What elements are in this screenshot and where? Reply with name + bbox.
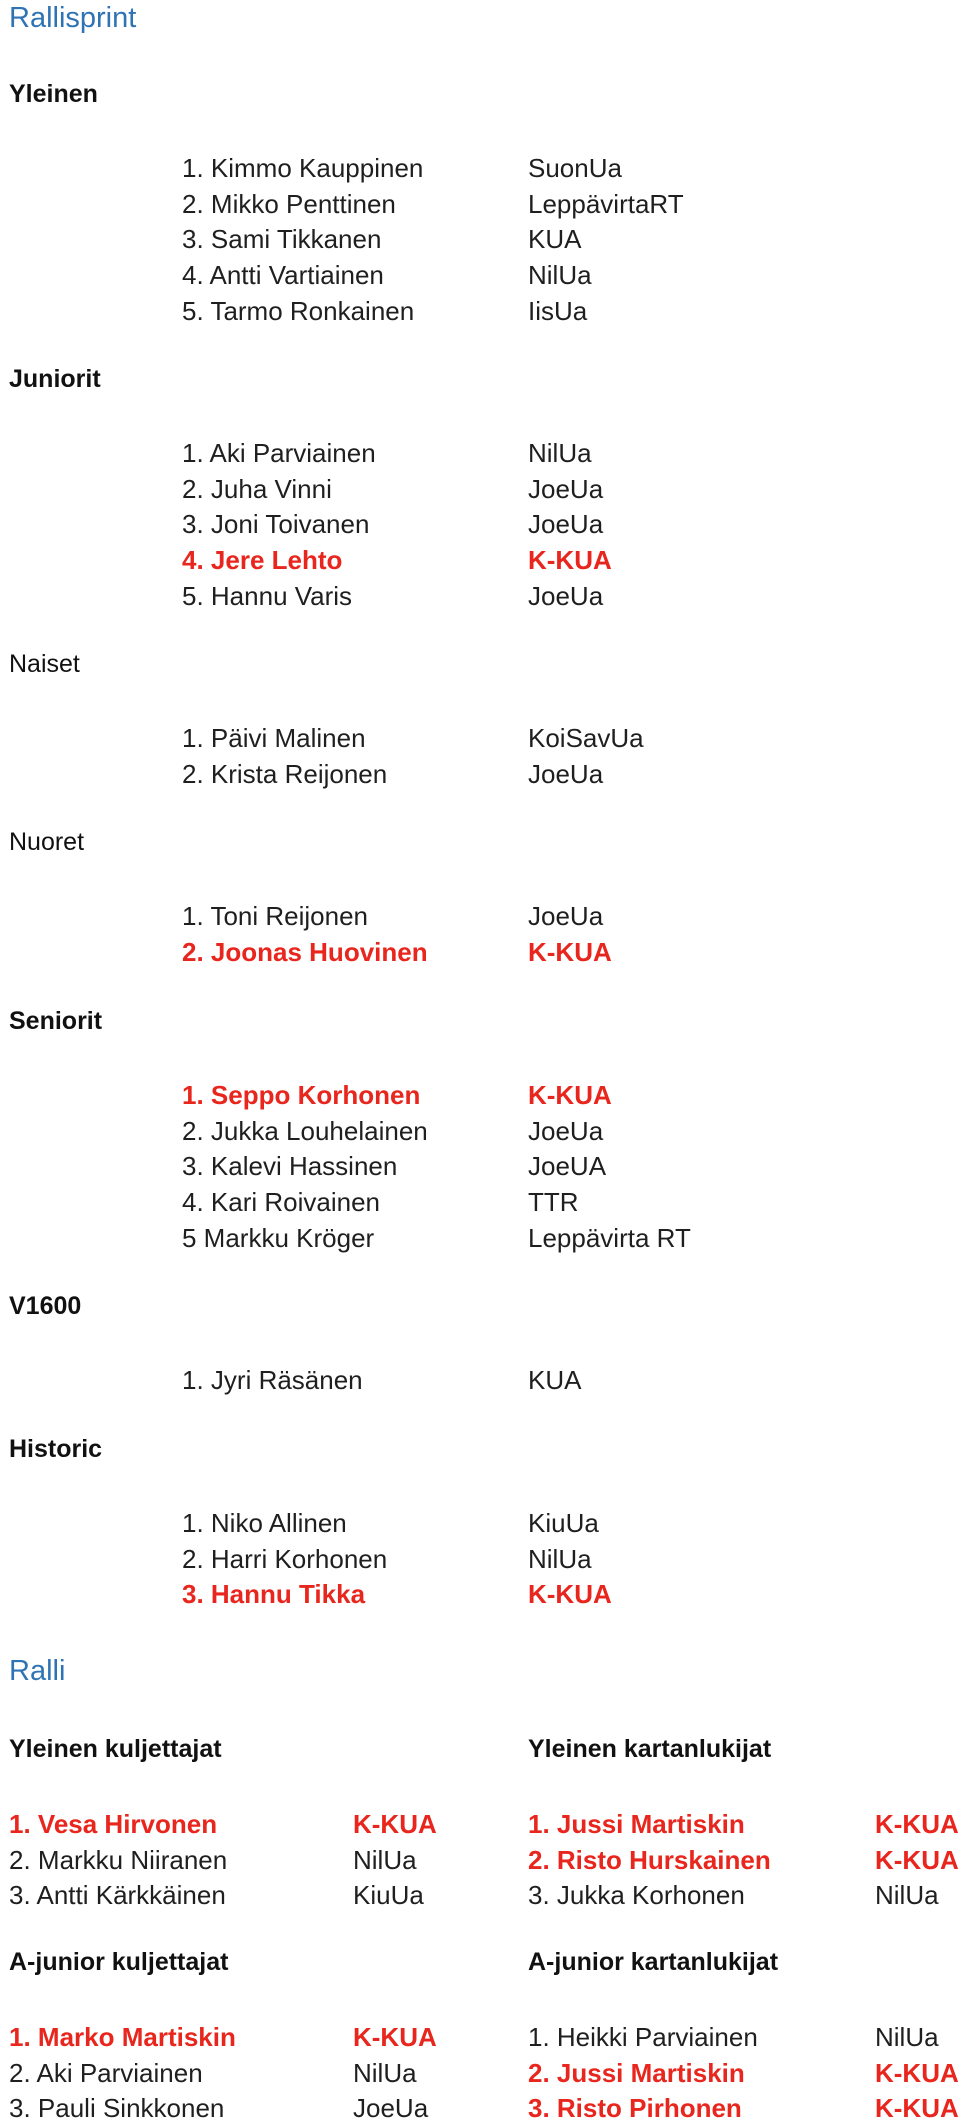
subcategory-heading: A-junior kartanlukijat: [528, 1948, 779, 1976]
result-club: K-KUA: [875, 1844, 959, 1875]
result-name: 4. Jere Lehto: [182, 545, 343, 576]
result-name: 1. Päivi Malinen: [182, 723, 366, 753]
result-club: KiuUa: [528, 1508, 599, 1538]
result-club: IisUa: [528, 295, 588, 326]
result-name: 1. Jyri Räsänen: [182, 1365, 363, 1395]
result-club: K-KUA: [875, 2057, 959, 2088]
result-name: 2. Jukka Louhelainen: [182, 1115, 428, 1146]
result-name: 3. Kalevi Hassinen: [182, 1151, 398, 1182]
result-club: NilUa: [528, 438, 592, 468]
result-name: 5. Tarmo Ronkainen: [182, 295, 415, 326]
result-name: 2. Markku Niiranen: [9, 1844, 228, 1875]
result-name: 3. Sami Tikkanen: [182, 224, 382, 255]
result-club: JoeUA: [528, 1151, 607, 1182]
result-club: KUA: [528, 224, 582, 255]
result-club: JoeUa: [353, 2093, 429, 2124]
result-club: K-KUA: [353, 2022, 437, 2052]
subcategory-heading: Yleinen kuljettajat: [9, 1735, 222, 1763]
result-name: 2. Juha Vinni: [182, 473, 332, 504]
section-title-ralli: Ralli: [9, 1655, 66, 1687]
result-club: K-KUA: [875, 2093, 959, 2124]
result-club: KoiSavUa: [528, 723, 644, 753]
result-name: 4. Kari Roivainen: [182, 1187, 380, 1218]
result-club: NilUa: [875, 1880, 939, 1911]
result-club: Leppävirta RT: [528, 1222, 691, 1253]
result-club: JoeUa: [528, 758, 604, 789]
subcategory-heading: A-junior kuljettajat: [9, 1948, 229, 1976]
result-name: 1. Seppo Korhonen: [182, 1080, 421, 1110]
result-name: 3. Hannu Tikka: [182, 1579, 366, 1610]
category-heading: Nuoret: [9, 828, 85, 856]
result-name: 2. Harri Korhonen: [182, 1543, 388, 1574]
category-heading: V1600: [9, 1292, 82, 1320]
result-name: 1. Vesa Hirvonen: [9, 1809, 218, 1839]
result-name: 4. Antti Vartiainen: [182, 260, 384, 291]
result-name: 1. Niko Allinen: [182, 1508, 347, 1538]
result-name: 3. Joni Toivanen: [182, 509, 370, 540]
result-club: SuonUa: [528, 153, 622, 183]
category-heading: Yleinen: [9, 80, 98, 108]
result-name: 3. Pauli Sinkkonen: [9, 2093, 225, 2124]
result-name: 3. Risto Pirhonen: [528, 2093, 742, 2124]
result-name: 1. Toni Reijonen: [182, 901, 368, 931]
result-name: 2. Risto Hurskainen: [528, 1844, 771, 1875]
result-name: 1. Aki Parviainen: [182, 438, 376, 468]
result-club: K-KUA: [528, 936, 612, 967]
result-name: 1. Jussi Martiskin: [528, 1809, 745, 1839]
result-club: NilUa: [875, 2022, 939, 2052]
result-name: 2. Jussi Martiskin: [528, 2057, 745, 2088]
result-name: 3. Jukka Korhonen: [528, 1880, 745, 1911]
result-club: TTR: [528, 1187, 579, 1218]
result-club: LeppävirtaRT: [528, 188, 684, 219]
result-name: 5 Markku Kröger: [182, 1222, 375, 1253]
result-name: 3. Antti Kärkkäinen: [9, 1880, 226, 1911]
result-club: JoeUa: [528, 1115, 604, 1146]
category-heading: Naiset: [9, 650, 80, 678]
category-heading: Juniorit: [9, 365, 101, 393]
result-name: 2. Joonas Huovinen: [182, 936, 428, 967]
result-name: 1. Marko Martiskin: [9, 2022, 236, 2052]
result-club: KiuUa: [353, 1880, 424, 1911]
result-name: 1. Kimmo Kauppinen: [182, 153, 424, 183]
result-name: 5. Hannu Varis: [182, 580, 353, 611]
result-club: NilUa: [528, 260, 592, 291]
result-club: JoeUa: [528, 509, 604, 540]
result-club: NilUa: [353, 2057, 417, 2088]
result-club: JoeUa: [528, 580, 604, 611]
result-name: 2. Mikko Penttinen: [182, 188, 396, 219]
section-title-rallisprint: Rallisprint: [9, 2, 137, 34]
result-club: K-KUA: [528, 1579, 612, 1610]
result-name: 1. Heikki Parviainen: [528, 2022, 758, 2052]
result-club: K-KUA: [875, 1809, 959, 1839]
subcategory-heading: Yleinen kartanlukijat: [528, 1735, 772, 1763]
result-name: 2. Aki Parviainen: [9, 2057, 203, 2088]
category-heading: Historic: [9, 1435, 103, 1463]
result-club: NilUa: [353, 1844, 417, 1875]
result-name: 2. Krista Reijonen: [182, 758, 388, 789]
result-club: KUA: [528, 1365, 582, 1395]
category-heading: Seniorit: [9, 1007, 103, 1035]
result-club: K-KUA: [528, 1080, 612, 1110]
result-club: JoeUa: [528, 901, 604, 931]
result-club: JoeUa: [528, 473, 604, 504]
result-club: K-KUA: [353, 1809, 437, 1839]
result-club: NilUa: [528, 1543, 592, 1574]
result-club: K-KUA: [528, 545, 612, 576]
